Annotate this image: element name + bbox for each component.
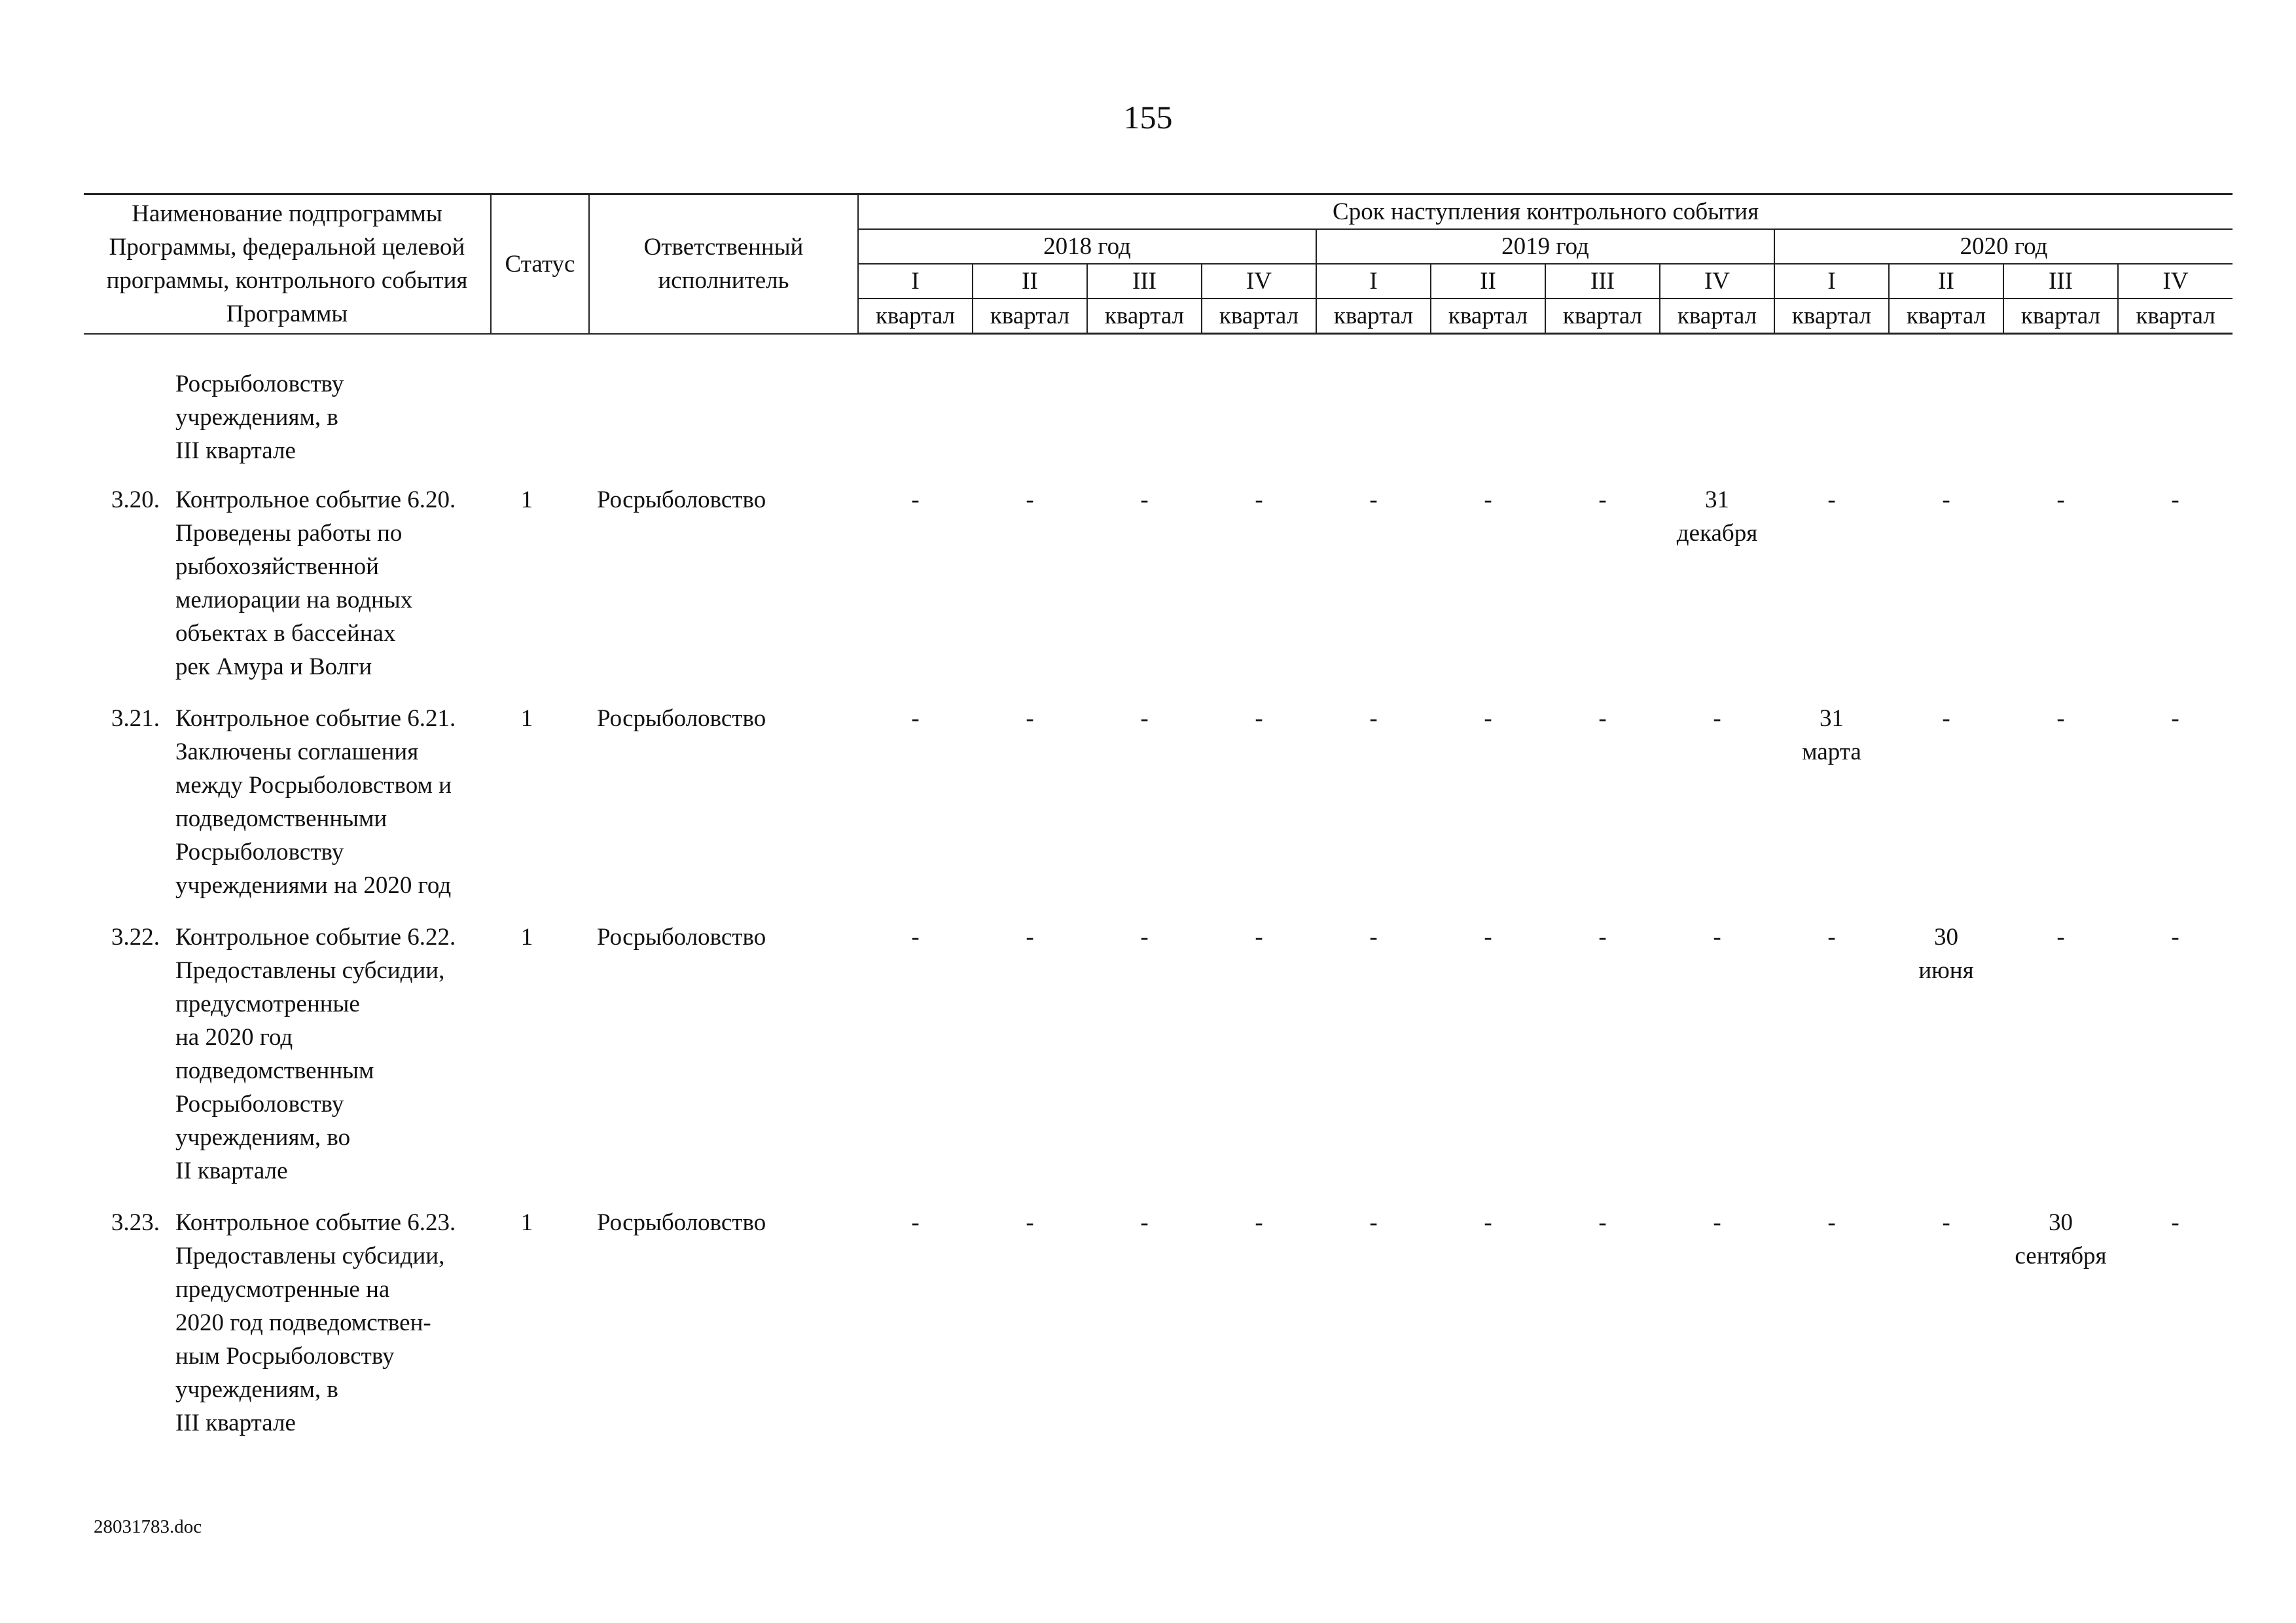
quarter-deadline-cell: - [1140, 1209, 1149, 1236]
quarter-deadline-cell: - [911, 704, 920, 732]
quarter-deadline-cell: - [1026, 923, 1034, 951]
quarter-deadline-cell: - [1140, 486, 1149, 513]
quarter-deadline-cell: - [1598, 1209, 1607, 1236]
row-number: 3.20. [111, 486, 160, 513]
quarter-deadline-cell [1774, 334, 1889, 483]
quarter-deadline-cell: - [2056, 486, 2065, 513]
row-number: 3.22. [111, 923, 160, 951]
event-status: 1 [520, 1209, 533, 1236]
header-quarter-numeral: I [1316, 264, 1431, 299]
quarter-deadline-cell [973, 334, 1087, 483]
quarter-deadline-cell: - [1026, 704, 1034, 732]
header-quarter-word: квартал [2118, 299, 2233, 334]
quarter-deadline-cell [1316, 334, 1431, 483]
header-status-column: Статус [491, 194, 589, 334]
quarter-deadline-cell: - [1713, 704, 1721, 732]
row-number [84, 334, 169, 483]
quarter-deadline-cell [2118, 334, 2233, 483]
quarter-deadline-cell: - [911, 923, 920, 951]
quarter-deadline-cell: - [1255, 704, 1263, 732]
event-status [491, 334, 589, 483]
quarter-deadline-cell: - [1942, 1209, 1950, 1236]
header-quarter-numeral: I [1774, 264, 1889, 299]
control-events-table [84, 193, 2233, 1458]
quarter-deadline-cell: - [1484, 704, 1492, 732]
header-year-2019: 2019 год [1316, 229, 1774, 264]
header-quarter-word: квартал [2003, 299, 2118, 334]
event-status: 1 [520, 704, 533, 732]
quarter-deadline-cell: 31 марта [1802, 704, 1861, 765]
quarter-deadline-cell [1087, 334, 1202, 483]
header-year-2020: 2020 год [1774, 229, 2233, 264]
table-header [84, 194, 2233, 334]
quarter-deadline-cell [1660, 334, 1774, 483]
table-row [84, 483, 2233, 702]
quarter-deadline-cell: - [1713, 1209, 1721, 1236]
event-name: Росрыболовству учреждениям, в III квартале [175, 370, 344, 464]
header-quarter-numeral: II [1889, 264, 2003, 299]
event-name: Контрольное событие 6.21. Заключены соглашения между Росрыболовством и подведомственными Росрыболовству учреждениями на 2020 год [175, 704, 456, 899]
row-number: 3.21. [111, 704, 160, 732]
header-executor-column: Ответственный исполнитель [589, 194, 858, 334]
quarter-deadline-cell: - [1369, 923, 1378, 951]
header-quarter-word: квартал [1431, 299, 1545, 334]
footer-document-code: 28031783.doc [94, 1516, 202, 1537]
quarter-deadline-cell: - [1827, 1209, 1836, 1236]
table-row [84, 702, 2233, 921]
quarter-deadline-cell: - [1484, 1209, 1492, 1236]
quarter-deadline-cell [858, 334, 973, 483]
quarter-deadline-cell: - [2171, 923, 2179, 951]
header-quarter-numeral: IV [1202, 264, 1316, 299]
event-executor: Росрыболовство [597, 1209, 766, 1236]
quarter-deadline-cell: - [1942, 704, 1950, 732]
header-deadline-title: Срок наступления контрольного события [858, 194, 2233, 230]
quarter-deadline-cell: - [2171, 704, 2179, 732]
header-quarter-word: квартал [1660, 299, 1774, 334]
event-status: 1 [520, 486, 533, 513]
header-quarter-word: квартал [1889, 299, 2003, 334]
quarter-deadline-cell: 30 июня [1918, 923, 1974, 984]
header-quarter-word: квартал [973, 299, 1087, 334]
header-quarter-numeral: III [1545, 264, 1660, 299]
table-body [84, 334, 2233, 1458]
table-row [84, 921, 2233, 1206]
quarter-deadline-cell: - [2171, 1209, 2179, 1236]
event-name: Контрольное событие 6.23. Предоставлены субсидии, предусмотренные на 2020 год подведомствен- ным Росрыболовству учреждениям, в III квартале [175, 1209, 456, 1436]
quarter-deadline-cell [1545, 334, 1660, 483]
quarter-deadline-cell: - [911, 1209, 920, 1236]
header-quarter-numeral: I [858, 264, 973, 299]
quarter-deadline-cell: - [1140, 923, 1149, 951]
header-quarter-numeral: III [2003, 264, 2118, 299]
quarter-deadline-cell: - [1140, 704, 1149, 732]
event-name: Контрольное событие 6.20. Проведены работы по рыбохозяйственной мелиорации на водных объектах в бассейнах рек Амура и Волги [175, 486, 456, 680]
header-quarter-word: квартал [1545, 299, 1660, 334]
quarter-deadline-cell: - [2171, 486, 2179, 513]
quarter-deadline-cell [1889, 334, 2003, 483]
quarter-deadline-cell: - [1026, 1209, 1034, 1236]
event-executor: Росрыболовство [597, 923, 766, 951]
header-quarter-numeral: IV [1660, 264, 1774, 299]
quarter-deadline-cell: - [1713, 923, 1721, 951]
quarter-deadline-cell [2003, 334, 2118, 483]
header-quarter-numeral: IV [2118, 264, 2233, 299]
table-row [84, 1206, 2233, 1458]
quarter-deadline-cell: - [1255, 923, 1263, 951]
event-executor [589, 334, 858, 483]
event-executor: Росрыболовство [597, 704, 766, 732]
header-quarter-numeral: II [1431, 264, 1545, 299]
quarter-deadline-cell: - [1369, 1209, 1378, 1236]
quarter-deadline-cell: - [1369, 704, 1378, 732]
row-number: 3.23. [111, 1209, 160, 1236]
header-quarter-numeral: III [1087, 264, 1202, 299]
quarter-deadline-cell: - [1255, 486, 1263, 513]
quarter-deadline-cell: - [1598, 486, 1607, 513]
quarter-deadline-cell: - [1369, 486, 1378, 513]
header-name-column: Наименование подпрограммы Программы, федеральной целевой программы, контрольного события Программы [84, 194, 491, 334]
quarter-deadline-cell: - [1484, 486, 1492, 513]
quarter-deadline-cell: 30 сентября [2015, 1209, 2107, 1269]
header-quarter-word: квартал [1087, 299, 1202, 334]
quarter-deadline-cell: - [2056, 704, 2065, 732]
header-quarter-word: квартал [1202, 299, 1316, 334]
quarter-deadline-cell [1431, 334, 1545, 483]
event-executor: Росрыболовство [597, 486, 766, 513]
quarter-deadline-cell: - [1598, 923, 1607, 951]
quarter-deadline-cell: - [1942, 486, 1950, 513]
quarter-deadline-cell: 31 декабря [1676, 486, 1758, 547]
quarter-deadline-cell: - [1827, 923, 1836, 951]
quarter-deadline-cell: - [911, 486, 920, 513]
quarter-deadline-cell: - [2056, 923, 2065, 951]
quarter-deadline-cell: - [1598, 704, 1607, 732]
event-name: Контрольное событие 6.22. Предоставлены субсидии, предусмотренные на 2020 год подведомственным Росрыболовству учреждениям, во II квартале [175, 923, 456, 1184]
header-quarter-word: квартал [1774, 299, 1889, 334]
table-row [84, 334, 2233, 483]
header-quarter-word: квартал [858, 299, 973, 334]
quarter-deadline-cell: - [1484, 923, 1492, 951]
header-quarter-word: квартал [1316, 299, 1431, 334]
event-status: 1 [520, 923, 533, 951]
quarter-deadline-cell: - [1827, 486, 1836, 513]
quarter-deadline-cell: - [1255, 1209, 1263, 1236]
quarter-deadline-cell [1202, 334, 1316, 483]
header-year-2018: 2018 год [858, 229, 1316, 264]
header-quarter-numeral: II [973, 264, 1087, 299]
quarter-deadline-cell: - [1026, 486, 1034, 513]
page-number: 155 [1123, 99, 1173, 136]
